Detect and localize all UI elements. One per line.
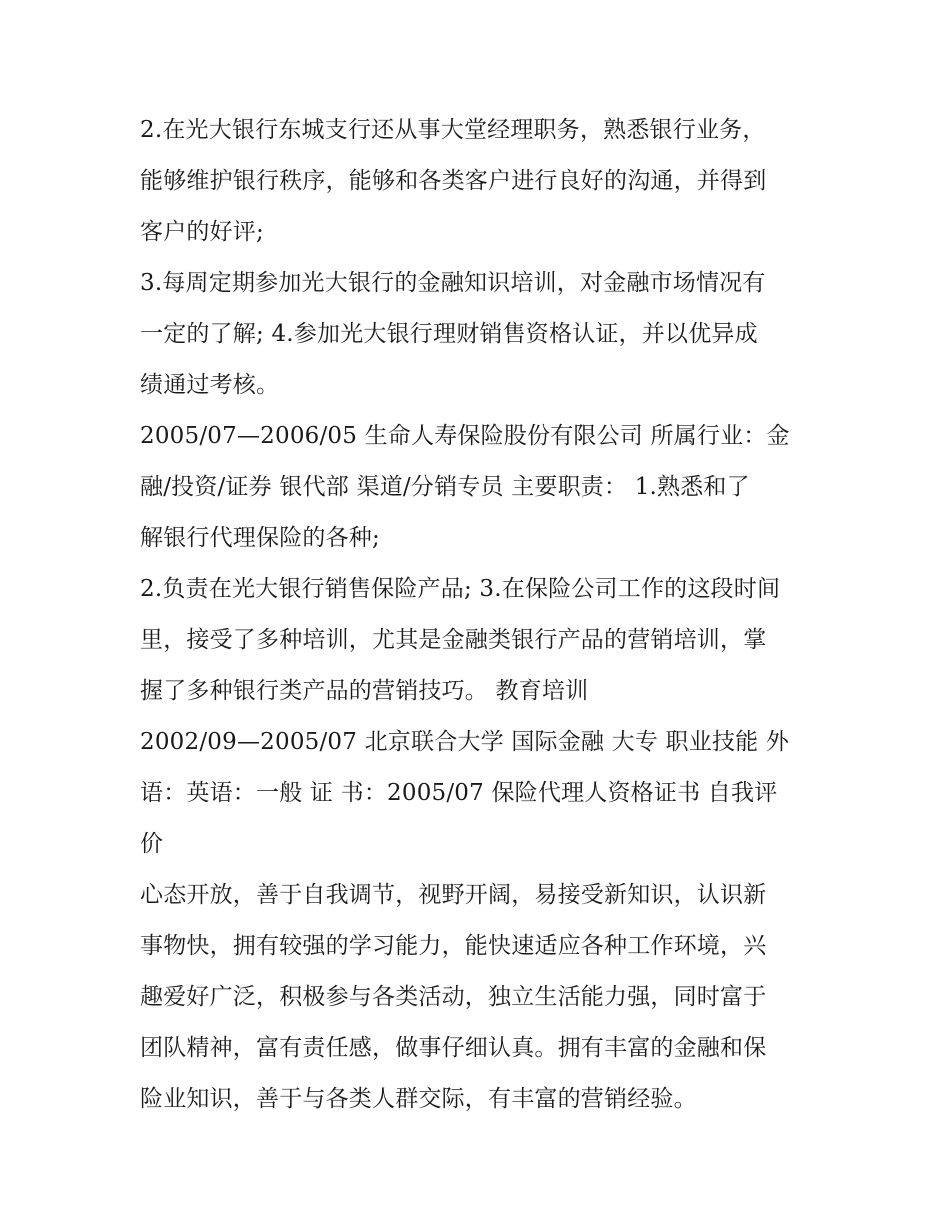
document-body [140, 105, 820, 1125]
text-line-10: 2.负责在光大银行销售保险产品; 3.在保险公司工作的这段时间 [140, 576, 781, 602]
text-line-15: 价 [140, 831, 164, 857]
text-line-20: 险业知识，善于与各类人群交际，有丰富的营销经验。 [140, 1086, 697, 1112]
text-line-18: 趣爱好广泛，积极参与各类活动，独立生活能力强，同时富于 [140, 984, 767, 1010]
text-line-5: 一定的了解; 4.参加光大银行理财销售资格认证，并以优异成 [140, 321, 758, 347]
text-line-4: 3.每周定期参加光大银行的金融知识培训，对金融市场情况有 [140, 270, 766, 296]
text-line-16: 心态开放，善于自我调节，视野开阔，易接受新知识，认识新 [140, 882, 767, 908]
text-line-13: 2002/09—2005/07 北京联合大学 国际金融 大专 职业技能 外 [140, 729, 790, 755]
text-line-12: 握了多种银行类产品的营销技巧。 教育培训 [140, 678, 589, 704]
text-line-3: 客户的好评; [140, 219, 264, 245]
text-line-11: 里，接受了多种培训，尤其是金融类银行产品的营销培训，掌 [140, 627, 767, 653]
text-line-1: 2.在光大银行东城支行还从事大堂经理职务，熟悉银行业务， [140, 117, 766, 143]
text-line-7: 2005/07—2006/05 生命人寿保险股份有限公司 所属行业：金 [140, 423, 790, 449]
text-line-9: 解银行代理保险的各种; [140, 525, 380, 551]
text-line-8: 融/投资/证券 银代部 渠道/分销专员 主要职责： 1.熟悉和了 [140, 474, 750, 500]
text-line-6: 绩通过考核。 [140, 372, 280, 398]
text-line-17: 事物快，拥有较强的学习能力，能快速适应各种工作环境，兴 [140, 933, 767, 959]
text-line-14: 语：英语：一般 证 书：2005/07 保险代理人资格证书 自我评 [140, 780, 778, 806]
text-line-19: 团队精神，富有责任感，做事仔细认真。拥有丰富的金融和保 [140, 1035, 767, 1061]
text-line-2: 能够维护银行秩序，能够和各类客户进行良好的沟通，并得到 [140, 168, 767, 194]
